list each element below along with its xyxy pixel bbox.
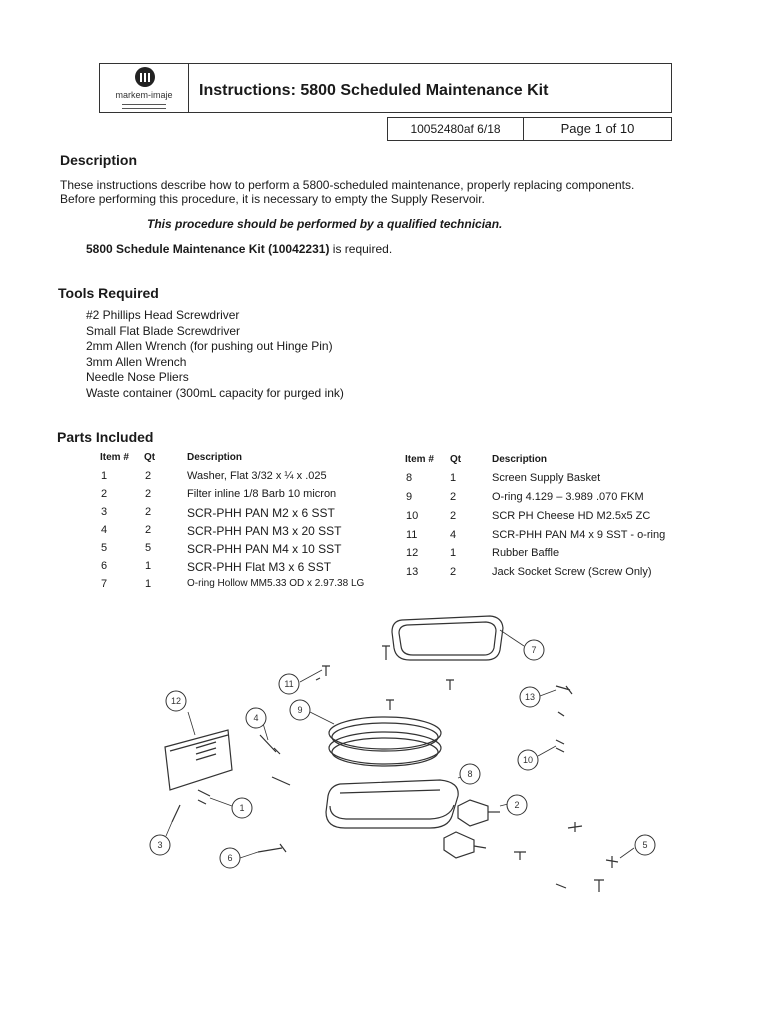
o-ring-pair-part — [329, 717, 441, 766]
column-header-qty: Qt — [144, 452, 156, 463]
item-description: SCR-PHH PAN M4 x 10 SST — [187, 542, 342, 556]
item-number: 12 — [406, 547, 419, 559]
logo-text: markem-imaje — [115, 90, 173, 100]
item-number: 11 — [406, 529, 418, 541]
o-ring-hollow-part — [392, 616, 503, 660]
callout-label: 5 — [642, 840, 648, 850]
callout-label: 2 — [514, 800, 520, 810]
parts-heading: Parts Included — [57, 429, 154, 445]
item-qty: 2 — [145, 506, 152, 518]
tool-item: 2mm Allen Wrench (for pushing out Hinge Pin) — [86, 339, 333, 353]
item-qty: 1 — [450, 472, 457, 484]
item-description: O-ring Hollow MM5.33 OD x 2.97.38 LG — [187, 578, 365, 589]
item-description: SCR-PHH PAN M2 x 6 SST — [187, 506, 335, 520]
item-description: Jack Socket Screw (Screw Only) — [492, 566, 652, 578]
callout-label: 10 — [522, 755, 534, 765]
tool-item: Waste container (300mL capacity for purged ink) — [86, 385, 344, 400]
qualified-technician-warning: This procedure should be performed by a qualified technician. — [147, 217, 503, 231]
callout-label: 6 — [227, 853, 233, 863]
item-number: 9 — [406, 491, 413, 503]
item-description: SCR-PHH PAN M4 x 9 SST - o-ring — [492, 529, 666, 541]
item-number: 2 — [101, 488, 108, 500]
document-title: Instructions: 5800 Scheduled Maintenance Kit — [199, 82, 549, 99]
item-qty: 2 — [450, 566, 457, 578]
item-number: 10 — [406, 510, 419, 522]
callout-label: 3 — [157, 840, 163, 850]
item-qty: 2 — [145, 524, 152, 536]
description-line-1: These instructions describe how to perform a 5800-scheduled maintenance, properly replacing components. — [60, 178, 635, 192]
description-heading: Description — [60, 152, 138, 168]
item-number: 3 — [101, 506, 108, 518]
callout-label: 12 — [170, 696, 182, 706]
item-description: Washer, Flat 3/32 x ¼ x .025 — [187, 470, 327, 482]
item-qty: 2 — [145, 470, 152, 482]
item-description: SCR PH Cheese HD M2.5x5 ZC — [492, 510, 651, 522]
kit-requirement-rest: is required. — [329, 242, 393, 256]
item-description: Filter inline 1/8 Barb 10 micron — [187, 488, 337, 500]
tool-item: Needle Nose Pliers — [86, 370, 189, 384]
tool-item: Small Flat Blade Screwdriver — [86, 323, 241, 338]
item-qty: 1 — [450, 547, 457, 559]
item-qty: 1 — [145, 578, 152, 590]
item-qty: 2 — [145, 488, 152, 500]
callout-label: 9 — [297, 705, 303, 715]
document-code: 10052480af 6/18 — [388, 118, 524, 140]
item-number: 6 — [101, 560, 108, 572]
item-description: SCR-PHH Flat M3 x 6 SST — [187, 560, 332, 574]
item-number: 5 — [101, 542, 108, 554]
kit-part-number: 5800 Schedule Maintenance Kit (10042231) — [86, 242, 330, 256]
rubber-baffle-part — [165, 730, 232, 790]
item-number: 4 — [101, 524, 108, 536]
column-header-qty: Qt — [450, 454, 462, 465]
column-header-item: Item # — [405, 454, 434, 465]
item-qty: 2 — [450, 491, 457, 503]
item-number: 13 — [406, 566, 419, 578]
tools-heading: Tools Required — [58, 285, 159, 301]
item-description: O-ring 4.129 – 3.989 .070 FKM — [492, 491, 644, 503]
tool-item: 3mm Allen Wrench — [86, 354, 187, 369]
description-line-2: Before performing this procedure, it is necessary to empty the Supply Reservoir. — [60, 192, 485, 206]
tool-item: #2 Phillips Head Screwdriver — [86, 308, 240, 322]
callout-label: 8 — [467, 769, 473, 779]
callout-label: 7 — [531, 645, 537, 655]
column-header-item: Item # — [100, 452, 129, 463]
item-qty: 1 — [145, 560, 152, 572]
item-qty: 4 — [450, 529, 457, 541]
item-description: Screen Supply Basket — [492, 472, 601, 484]
callout-label: 13 — [524, 692, 536, 702]
callout-label: 11 — [284, 679, 294, 689]
item-number: 8 — [406, 472, 413, 484]
item-number: 7 — [101, 578, 108, 590]
item-description: Rubber Baffle — [492, 547, 560, 559]
column-header-description: Description — [492, 454, 548, 465]
item-number: 1 — [101, 470, 108, 482]
callout-label: 4 — [253, 713, 259, 723]
callout-label: 1 — [239, 803, 245, 813]
screen-basket-part — [326, 780, 458, 828]
item-description: SCR-PHH PAN M3 x 20 SST — [187, 524, 342, 538]
page-number: Page 1 of 10 — [560, 121, 635, 136]
item-qty: 2 — [450, 510, 457, 522]
item-qty: 5 — [145, 542, 152, 554]
column-header-description: Description — [187, 452, 243, 463]
